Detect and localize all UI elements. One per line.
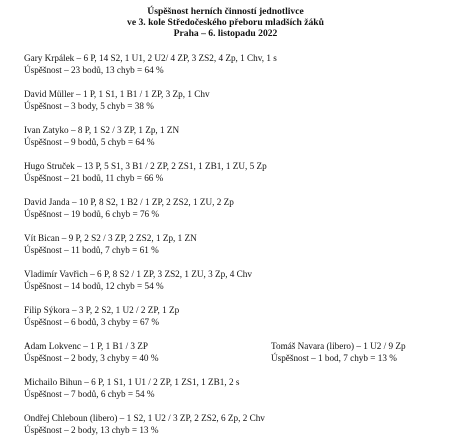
- player-success: Úspěšnost – 19 bodů, 6 chyb = 76 %: [24, 208, 160, 219]
- player-success: Úspěšnost – 9 bodů, 5 chyb = 64 %: [24, 136, 155, 147]
- player-success: Úspěšnost – 2 body, 13 chyb = 13 %: [24, 424, 159, 435]
- player-entry-libero: [271, 341, 406, 364]
- player-entry: [24, 341, 158, 364]
- document-header: [0, 6, 451, 39]
- player-stats: Michailo Bihun – 6 P, 1 S1, 1 U1 / 2 ZP, 1 ZS1, 1 ZB1, 2 s: [24, 377, 240, 387]
- player-stats: Vít Bican – 9 P, 2 S2 / 3 ZP, 2 ZS2, 1 Zp, 1 ZN: [24, 233, 197, 243]
- player-stats: Hugo Struček – 13 P, 5 S1, 3 B1 / 2 ZP, 2 ZS1, 1 ZB1, 1 ZU, 5 Zp: [24, 161, 267, 171]
- player-entry: [24, 197, 234, 220]
- player-success: Úspěšnost – 6 bodů, 3 chyby = 67 %: [24, 316, 160, 327]
- player-stats: Gary Krpálek – 6 P, 14 S2, 1 U1, 2 U2/ 4 ZP, 3 ZS2, 4 Zp, 1 Chv, 1 s: [24, 53, 277, 63]
- player-success: Úspěšnost – 7 bodů, 6 chyb = 54 %: [24, 388, 155, 399]
- player-entry: [24, 53, 277, 76]
- player-entry: [24, 233, 197, 256]
- player-success: Úspěšnost – 1 bod, 7 chyb = 13 %: [271, 352, 397, 363]
- header-subtitle: ve 3. kole Středočeského přeboru mladších žáků: [127, 17, 324, 28]
- player-stats: David Müller – 1 P, 1 S1, 1 B1 / 1 ZP, 3 Zp, 1 Chv: [24, 89, 210, 99]
- player-success: Úspěšnost – 23 bodů, 13 chyb = 64 %: [24, 64, 164, 75]
- player-success: Úspěšnost – 2 body, 3 chyby = 40 %: [24, 352, 159, 363]
- player-stats: Ivan Zatyko – 8 P, 1 S2 / 3 ZP, 1 Zp, 1 ZN: [24, 125, 180, 135]
- player-success: Úspěšnost – 3 body, 5 chyb = 38 %: [24, 100, 154, 111]
- player-entry: [24, 377, 239, 400]
- player-stats: Tomáš Navara (libero) – 1 U2 / 9 Zp: [271, 341, 406, 351]
- header-date: Praha – 6. listopadu 2022: [173, 28, 278, 39]
- player-success: Úspěšnost – 21 bodů, 11 chyb = 66 %: [24, 172, 164, 183]
- player-stats: Adam Lokvenc – 1 P, 1 B1 / 3 ZP: [24, 341, 149, 351]
- player-stats: Filip Sýkora – 3 P, 2 S2, 1 U2 / 2 ZP, 1 Zp: [24, 305, 180, 315]
- header-title: Úspěšnost herních činností jednotlivce: [147, 6, 304, 17]
- player-entry: [24, 269, 252, 292]
- player-stats: Vladimír Vavřich – 6 P, 8 S2 / 1 ZP, 3 ZS2, 1 ZU, 3 Zp, 4 Chv: [24, 269, 252, 279]
- player-stats: Ondřej Chleboun (libero) – 1 S2, 1 U2 / 3 ZP, 2 ZS2, 6 Zp, 2 Chv: [24, 413, 265, 423]
- player-entry: [24, 413, 265, 436]
- player-entry: [24, 305, 179, 328]
- player-entry: [24, 125, 179, 148]
- player-entry: [24, 89, 210, 112]
- player-success: Úspěšnost – 11 bodů, 7 chyb = 61 %: [24, 244, 159, 255]
- player-stats: David Janda – 10 P, 8 S2, 1 B2 / 1 ZP, 2 ZS2, 1 ZU, 2 Zp: [24, 197, 234, 207]
- player-success: Úspěšnost – 14 bodů, 12 chyb = 54 %: [24, 280, 164, 291]
- player-entry: [24, 161, 267, 184]
